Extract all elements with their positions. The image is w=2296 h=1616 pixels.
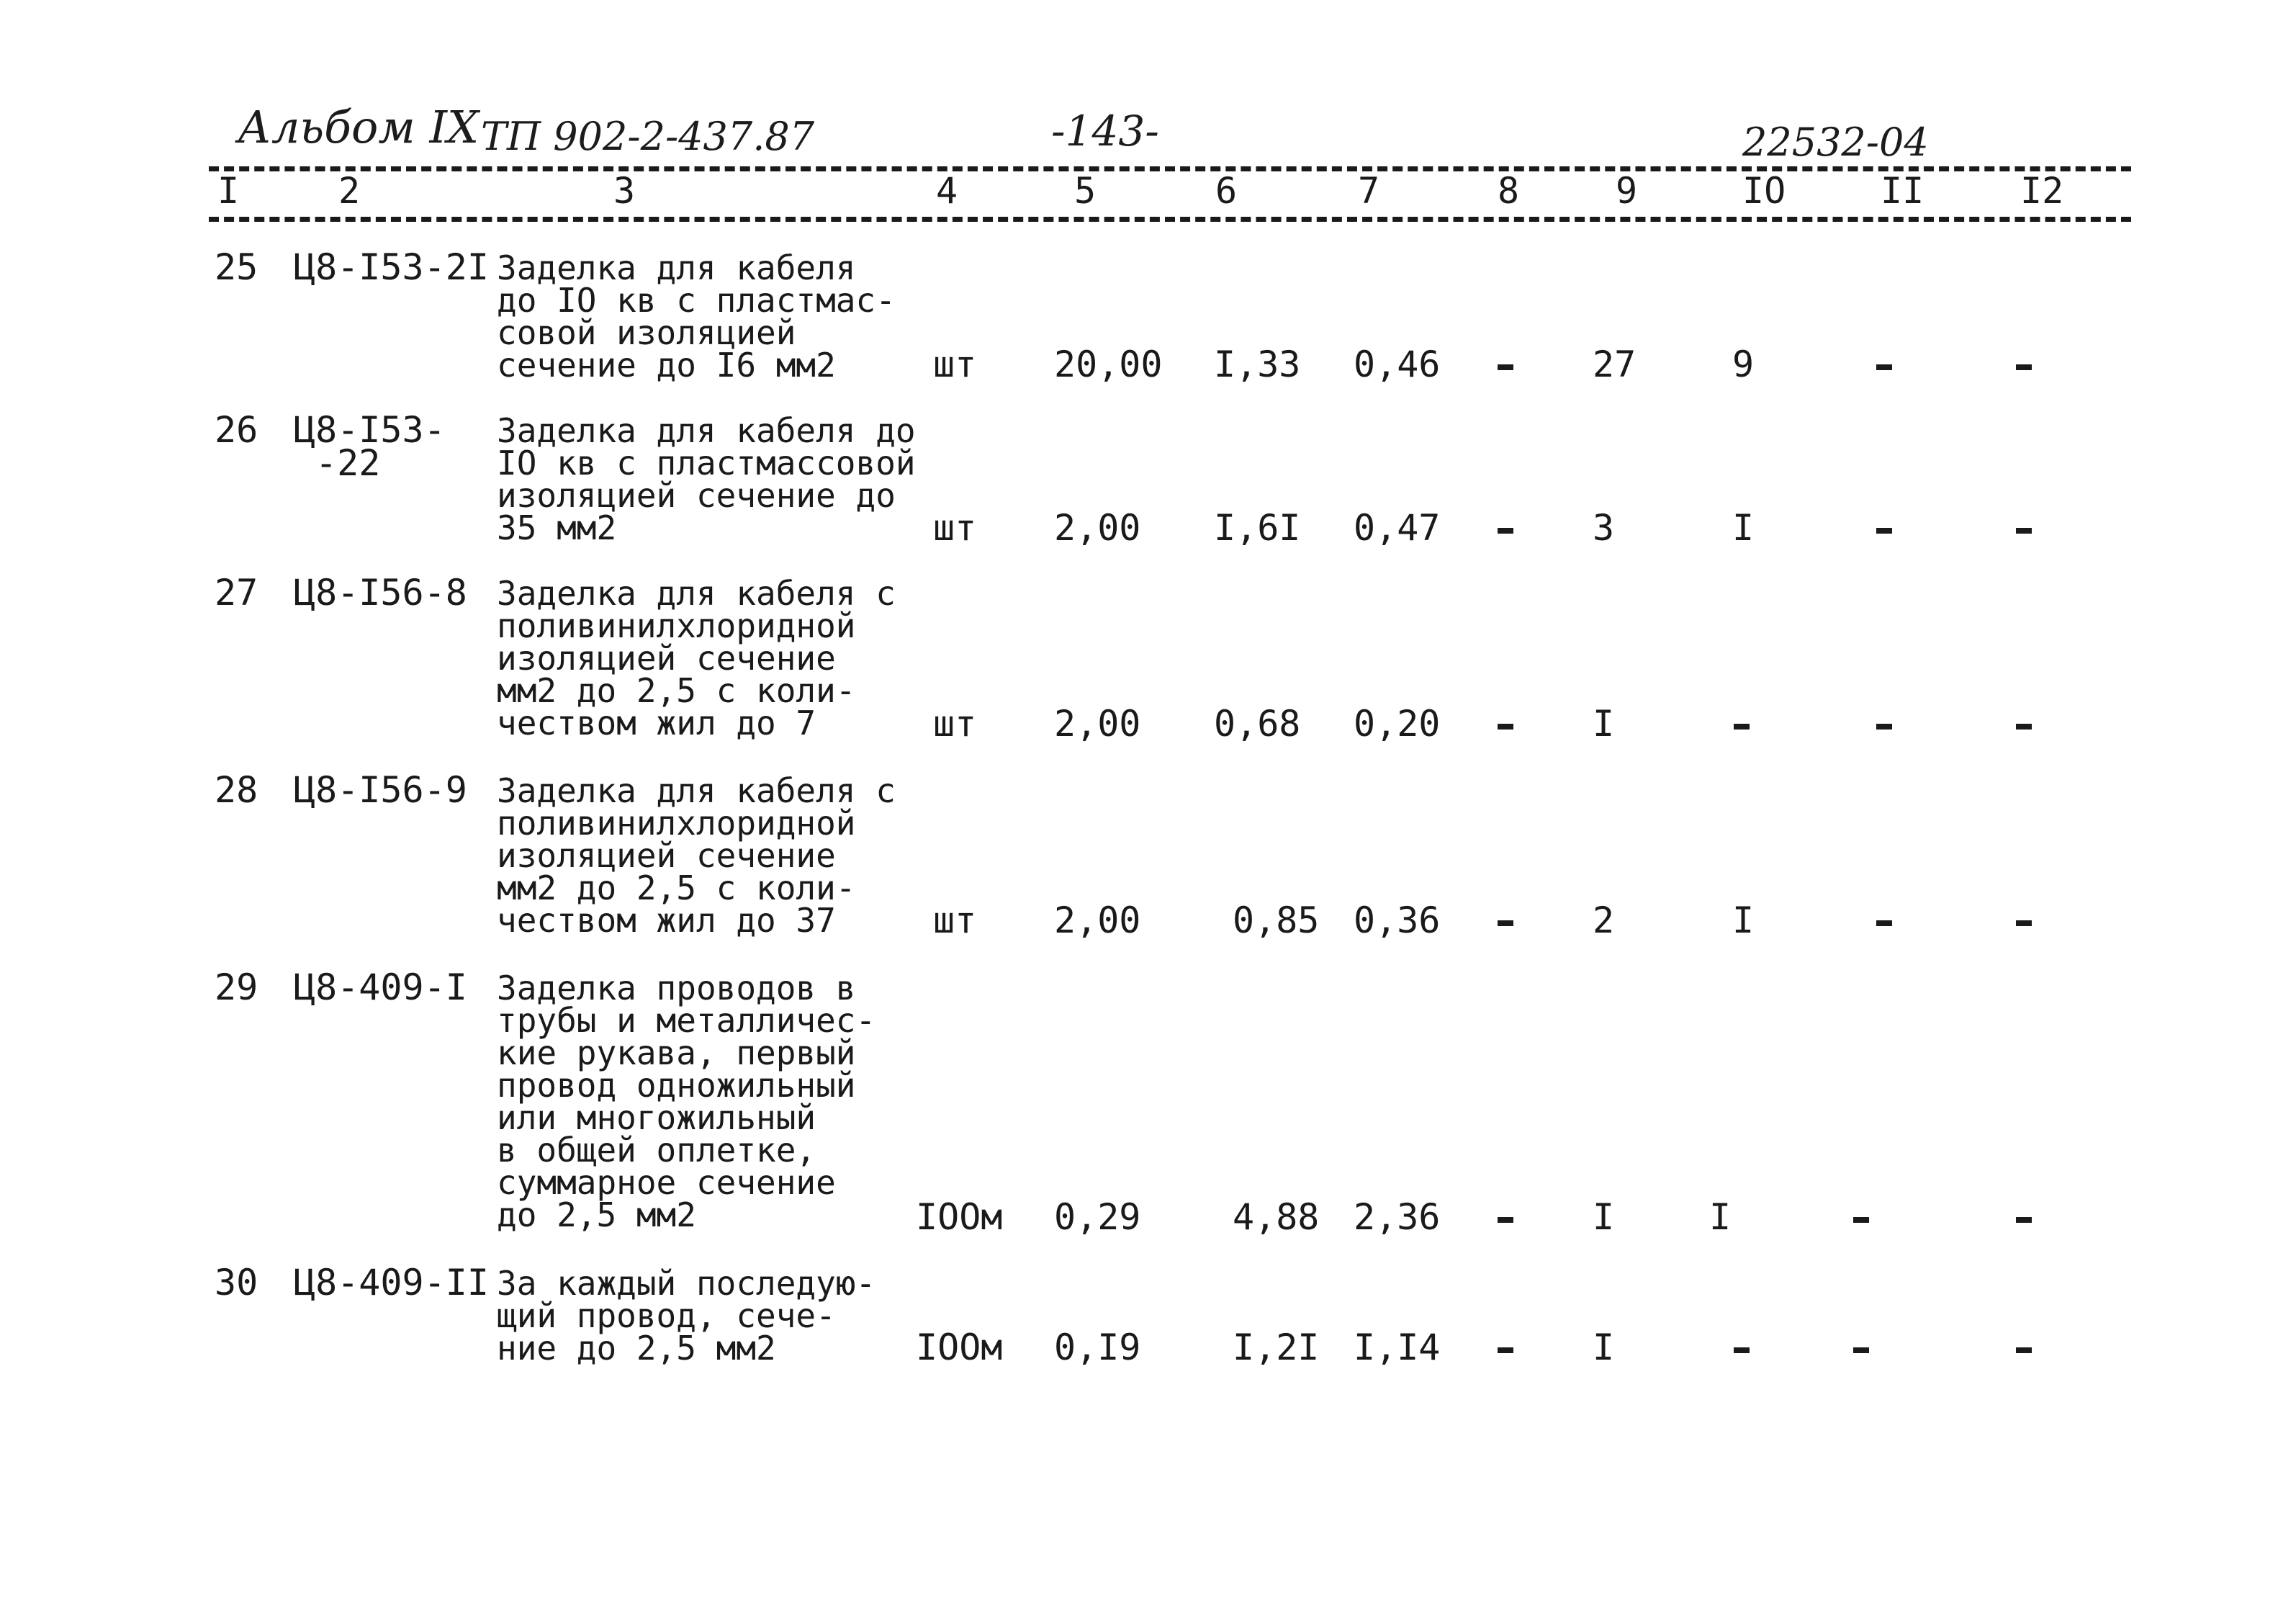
value-col10: I [1732,899,1755,941]
row-number: 27 [215,572,258,614]
empty-col11 [1853,1217,1869,1223]
empty-col10 [1734,724,1750,730]
empty-col11 [1876,528,1892,534]
document-code: 22532-04 [1742,120,1929,165]
work-description: За каждый последую- щий провод, сече- ние до 2,5 мм2 [497,1264,876,1368]
empty-col8 [1498,920,1513,926]
row-number: 25 [215,246,258,288]
value-col6: 0,68 [1214,703,1301,745]
value-col9: 2 [1593,899,1615,941]
value-col7: 0,46 [1354,344,1441,385]
value-col7: 2,36 [1354,1196,1441,1238]
unit: IООм [916,1196,1003,1238]
value-col10: I [1732,507,1755,549]
value-col6: I,2I [1233,1327,1320,1368]
col-header-6: 6 [1215,170,1238,212]
empty-col8 [1498,1347,1513,1353]
unit: шт [933,703,977,745]
col-header-7: 7 [1358,170,1380,212]
value-col6: I,6I [1214,507,1301,549]
quantity: 0,I9 [1054,1327,1141,1368]
header-rule-top [209,166,2131,171]
value-col7: 0,47 [1354,507,1441,549]
value-col9: I [1593,703,1615,745]
value-col6: I,33 [1214,344,1301,385]
row-number: 30 [215,1262,258,1303]
work-description: Заделка для кабеля с поливинилхлоридной изоляцией сечение мм2 до 2,5 с коли- чеством жил до 37 [497,771,896,940]
header-rule-bottom [209,217,2131,222]
empty-col12 [2016,724,2032,730]
empty-col8 [1498,724,1513,730]
quantity: 2,00 [1054,507,1141,549]
row-number: 28 [215,769,258,811]
unit: шт [933,507,977,549]
price-code: Ц8-409-II [294,1262,489,1303]
col-header-11: II [1881,170,1924,212]
empty-col8 [1498,528,1513,534]
col-header-1: I [217,170,240,212]
empty-col11 [1876,364,1892,370]
empty-col12 [2016,528,2032,534]
value-col10: I [1709,1196,1732,1238]
row-number: 26 [215,409,258,451]
row-number: 29 [215,966,258,1008]
empty-col11 [1876,724,1892,730]
album-label: Альбом IX [238,101,480,153]
col-header-8: 8 [1498,170,1520,212]
price-code: Ц8-I56-8 [294,572,467,614]
col-header-9: 9 [1616,170,1638,212]
value-col9: 3 [1593,507,1615,549]
col-header-4: 4 [936,170,958,212]
empty-col11 [1876,920,1892,926]
page-number: -143- [1051,107,1159,156]
col-header-5: 5 [1074,170,1097,212]
value-col9: I [1593,1327,1615,1368]
value-col9: I [1593,1196,1615,1238]
unit: шт [933,899,977,941]
project-number: ТП 902-2-437.87 [481,114,815,159]
value-col6: 0,85 [1233,899,1320,941]
empty-col10 [1734,1347,1750,1353]
price-code: Ц8-I53-2I [294,246,489,288]
quantity: 20,00 [1054,344,1163,385]
work-description: Заделка для кабеля до IО кв с пластмассовой изоляцией сечение до 35 мм2 [497,411,916,547]
work-description: Заделка для кабеля с поливинилхлоридной изоляцией сечение мм2 до 2,5 с коли- чеством жил до 7 [497,574,896,742]
unit: IООм [916,1327,1003,1368]
quantity: 2,00 [1054,899,1141,941]
col-header-3: 3 [613,170,636,212]
quantity: 2,00 [1054,703,1141,745]
quantity: 0,29 [1054,1196,1141,1238]
col-header-2: 2 [338,170,361,212]
work-description: Заделка проводов в трубы и металличес- кие рукава, первый провод одножильный или многожильный в общей оплетке, суммарное сечение до 2,5 мм2 [497,969,876,1234]
price-code: Ц8-409-I [294,966,467,1008]
value-col7: 0,20 [1354,703,1441,745]
empty-col12 [2016,1347,2032,1353]
work-description: Заделка для кабеля до IО кв с пластмас- совой изоляцией сечение до I6 мм2 [497,248,896,385]
col-header-12: I2 [2020,170,2064,212]
price-code: Ц8-I56-9 [294,769,467,811]
price-code-cont: -22 [315,442,381,484]
value-col6: 4,88 [1233,1196,1320,1238]
empty-col8 [1498,1217,1513,1223]
value-col7: 0,36 [1354,899,1441,941]
unit: шт [933,344,977,385]
empty-col11 [1853,1347,1869,1353]
price-code: Ц8-I53- [294,409,446,451]
empty-col12 [2016,1217,2032,1223]
value-col10: 9 [1732,344,1755,385]
empty-col12 [2016,920,2032,926]
value-col9: 27 [1593,344,1637,385]
empty-col8 [1498,364,1513,370]
empty-col12 [2016,364,2032,370]
col-header-10: IO [1742,170,1786,212]
value-col7: I,I4 [1354,1327,1441,1368]
